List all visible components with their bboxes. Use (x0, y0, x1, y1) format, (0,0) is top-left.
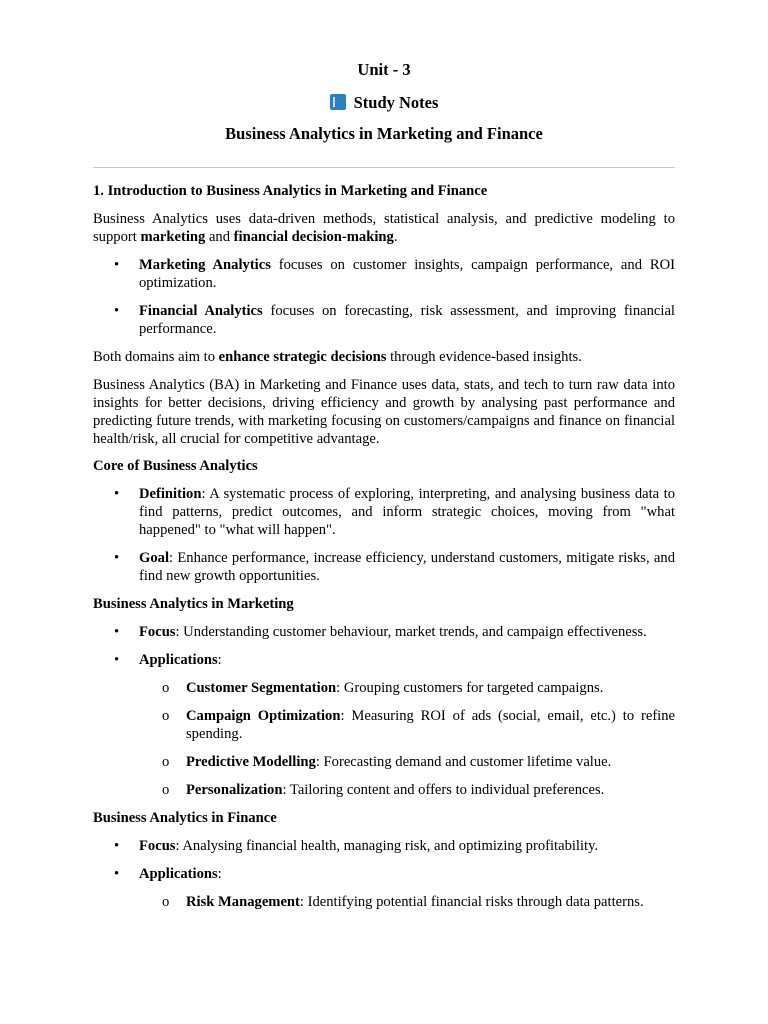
list-item: • Applications: (114, 866, 222, 882)
header-divider (93, 167, 675, 168)
document-content (93, 60, 675, 911)
list-item: o Personalization: Tailoring content and offers to individual preferences. (162, 782, 605, 798)
core-bullet-list (93, 485, 675, 585)
list-item: • Focus: Understanding customer behaviour, market trends, and campaign effectiveness. (114, 624, 647, 640)
document-subtitle: Business Analytics in Marketing and Finance (225, 124, 543, 143)
blue-book-icon (330, 94, 346, 110)
study-notes-title (93, 93, 675, 113)
list-item: • Definition: A systematic process of exploring, interpreting, and analysing business data to find patterns, predict outcomes, and inform strategic choices, moving from "what happened" to "what will happen". (114, 486, 675, 538)
list-item: • Marketing Analytics focuses on customer insights, campaign performance, and ROI optimization. (114, 257, 675, 291)
list-item: • Focus: Analysing financial health, managing risk, and optimizing profitability. (114, 838, 599, 854)
intro-paragraph: Business Analytics uses data-driven methods, statistical analysis, and predictive modeling to support marketing and financial decision-making. (93, 211, 675, 245)
finance-applications-list (93, 893, 675, 911)
list-item: • Financial Analytics focuses on forecasting, risk assessment, and improving financial performance. (114, 303, 675, 337)
section-heading-intro: 1. Introduction to Business Analytics in Marketing and Finance (93, 183, 488, 199)
both-domains-paragraph: Both domains aim to enhance strategic decisions through evidence-based insights. (93, 349, 582, 365)
study-notes-label: Study Notes (353, 93, 439, 112)
list-item: o Risk Management: Identifying potential financial risks through data patterns. (162, 894, 644, 910)
section-heading-core: Core of Business Analytics (93, 458, 258, 474)
section-heading-marketing: Business Analytics in Marketing (93, 596, 294, 612)
marketing-bullet-list (93, 623, 675, 669)
section-heading-finance: Business Analytics in Finance (93, 810, 277, 826)
list-item: o Campaign Optimization: Measuring ROI of ads (social, email, etc.) to refine spending. (162, 708, 676, 742)
ba-paragraph: Business Analytics (BA) in Marketing and Finance uses data, stats, and tech to turn raw data into insights for better decisions, driving efficiency and growth by analysing past performance and predicting future trends, with marketing focusing on customers/campaigns and finance on financial health/risk, all crucial for competitive advantage. (93, 377, 675, 447)
list-item: • Applications: (114, 652, 222, 668)
finance-bullet-list (93, 837, 675, 883)
list-item: • Goal: Enhance performance, increase efficiency, understand customers, mitigate risks, and find new growth opportunities. (114, 550, 675, 584)
list-item: o Predictive Modelling: Forecasting demand and customer lifetime value. (162, 754, 612, 770)
intro-bullet-list (93, 256, 675, 338)
unit-title: Unit - 3 (357, 60, 411, 79)
list-item: o Customer Segmentation: Grouping customers for targeted campaigns. (162, 680, 604, 696)
marketing-applications-list (93, 679, 675, 799)
